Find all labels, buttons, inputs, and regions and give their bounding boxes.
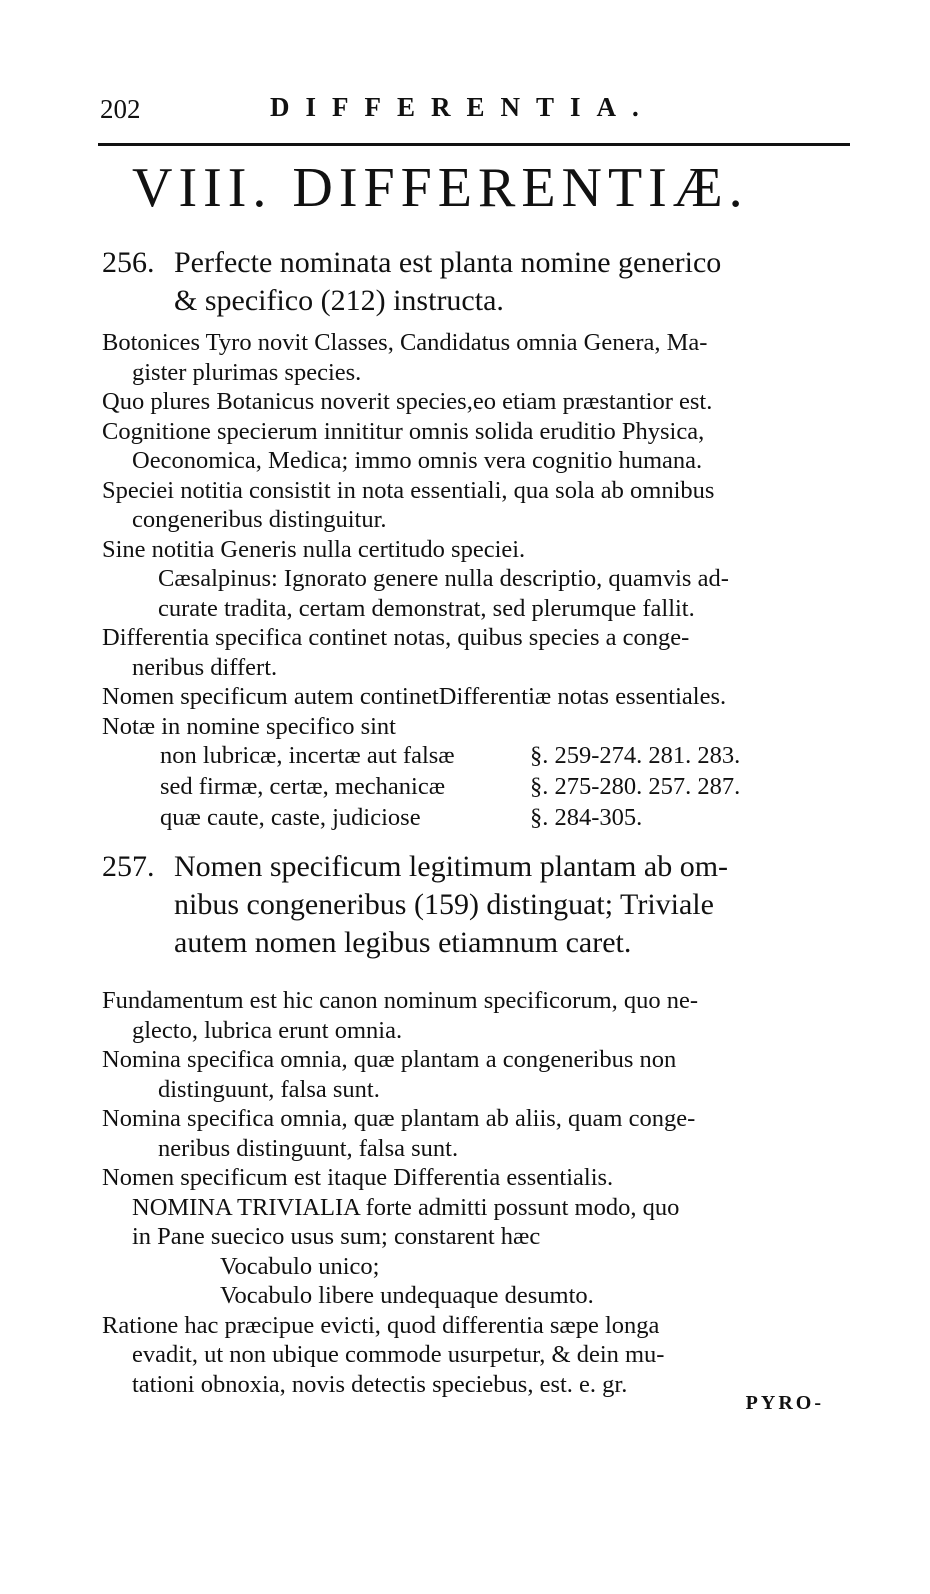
header-rule bbox=[98, 143, 850, 146]
text-line: Nomen specificum est itaque Differentia essentialis. bbox=[102, 1164, 614, 1191]
text-line: Quo plures Botanicus noverit species,eo etiam præstantior est. bbox=[102, 388, 713, 415]
page-number: 202 bbox=[100, 94, 141, 124]
text-line: Cognitione specierum innititur omnis solida eruditio Physica, bbox=[102, 417, 705, 445]
text-line: Notæ in nomine specifico sint bbox=[102, 712, 396, 740]
commentary-257 bbox=[102, 986, 862, 1399]
text-line: glecto, lubrica erunt omnia. bbox=[132, 1016, 403, 1044]
text-line: Nomina specifica omnia, quæ plantam ab aliis, quam conge- bbox=[102, 1105, 696, 1132]
text-line: congeneribus distinguitur. bbox=[132, 506, 387, 533]
text-line: in Pane suecico usus sum; constarent hæc bbox=[132, 1223, 541, 1250]
aphorism-text-line: & specifico (212) instructa. bbox=[174, 284, 504, 317]
aphorism-number: 256. bbox=[102, 246, 155, 279]
commentary-256 bbox=[102, 328, 862, 741]
text-line: Nomen specificum autem continetDifferentiæ notas essentiales. bbox=[102, 683, 727, 710]
notae-label: quæ caute, caste, judiciose bbox=[160, 804, 421, 831]
text-line: Differentia specifica continet notas, quibus species a conge- bbox=[102, 624, 690, 651]
text-line: gister plurimas species. bbox=[132, 358, 362, 386]
catchword: PYRO- bbox=[745, 1392, 824, 1414]
text-line: distinguunt, falsa sunt. bbox=[158, 1075, 380, 1103]
running-head bbox=[100, 92, 860, 132]
aphorism-256 bbox=[102, 244, 862, 320]
notae-list bbox=[102, 740, 862, 833]
running-title: DIFFERENTIA. bbox=[270, 92, 655, 122]
text-line: Sine notitia Generis nulla certitudo speciei. bbox=[102, 535, 526, 563]
aphorism-text-line: nibus congeneribus (159) distinguat; Triviale bbox=[174, 888, 714, 921]
text-line: NOMINA TRIVIALIA forte admitti possunt modo, quo bbox=[132, 1193, 680, 1221]
notae-list-item bbox=[102, 740, 862, 771]
text-line: Vocabulo libere undequaque desumto. bbox=[220, 1282, 594, 1309]
aphorism-text-line: autem nomen legibus etiamnum caret. bbox=[174, 926, 632, 959]
notae-list-item bbox=[102, 802, 862, 833]
text-line: evadit, ut non ubique commode usurpetur, & dein mu- bbox=[132, 1341, 665, 1368]
notae-list-item bbox=[102, 771, 862, 802]
aphorism-number: 257. bbox=[102, 850, 155, 883]
text-line: Vocabulo unico; bbox=[220, 1252, 380, 1280]
notae-reference: §. 284-305. bbox=[530, 804, 643, 831]
notae-reference: §. 259-274. 281. 283. bbox=[530, 742, 741, 769]
text-line: Oeconomica, Medica; immo omnis vera cognitio humana. bbox=[132, 447, 703, 474]
text-line: tationi obnoxia, novis detectis speciebus, est. e. gr. bbox=[132, 1370, 628, 1398]
notae-label: non lubricæ, incertæ aut falsæ bbox=[160, 742, 455, 769]
text-line: neribus differt. bbox=[132, 653, 278, 681]
aphorism-257 bbox=[102, 848, 862, 962]
text-line: Fundamentum est hic canon nominum specificorum, quo ne- bbox=[102, 987, 699, 1014]
notae-label: sed firmæ, certæ, mechanicæ bbox=[160, 773, 446, 800]
notae-reference: §. 275-280. 257. 287. bbox=[530, 773, 741, 800]
text-line: curate tradita, certam demonstrat, sed plerumque fallit. bbox=[158, 594, 695, 622]
text-line: Cæsalpinus: Ignorato genere nulla descriptio, quamvis ad- bbox=[158, 565, 729, 592]
section-title: VIII. DIFFERENTIÆ. bbox=[132, 157, 749, 219]
text-line: Speciei notitia consistit in nota essentiali, qua sola ab omnibus bbox=[102, 476, 715, 504]
text-line: Botonices Tyro novit Classes, Candidatus omnia Genera, Ma- bbox=[102, 329, 708, 356]
aphorism-text-line: Nomen specificum legitimum plantam ab om- bbox=[174, 850, 729, 883]
aphorism-text-line: Perfecte nominata est planta nomine generico bbox=[174, 246, 722, 279]
text-line: Ratione hac præcipue evicti, quod differentia sæpe longa bbox=[102, 1311, 660, 1339]
text-line: neribus distinguunt, falsa sunt. bbox=[158, 1134, 459, 1162]
text-line: Nomina specifica omnia, quæ plantam a congeneribus non bbox=[102, 1046, 677, 1073]
